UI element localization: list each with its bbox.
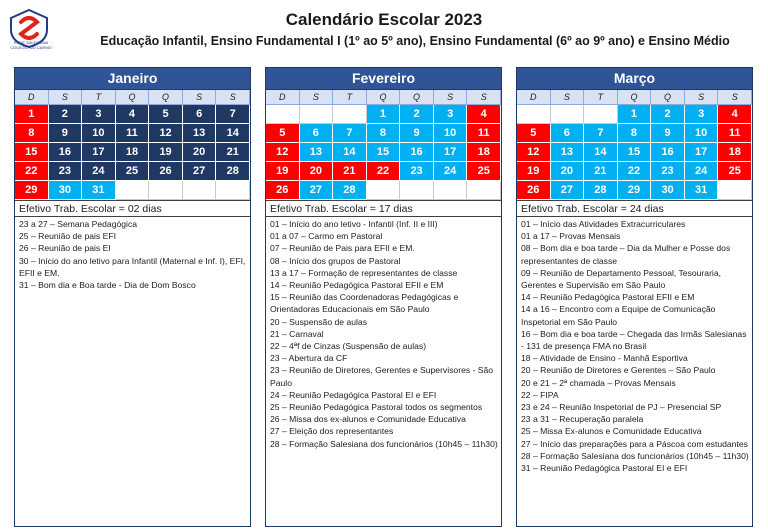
event-item: 21 – Carnaval xyxy=(270,328,324,339)
day-cell: 5 xyxy=(517,124,551,143)
event-item: 23 e 24 – Reunião Inspetorial de PJ – Presencial SP xyxy=(521,402,722,413)
day-cell: 1 xyxy=(618,105,652,124)
day-cell: 16 xyxy=(400,143,434,162)
efetivo-summary: Efetivo Trab. Escolar = 17 dias xyxy=(266,200,501,217)
day-cell: 8 xyxy=(367,124,401,143)
day-cell: 1 xyxy=(367,105,401,124)
day-cell: 21 xyxy=(584,162,618,181)
month-panel-marco xyxy=(516,67,753,527)
month-title: Fevereiro xyxy=(266,68,501,90)
day-cell: 2 xyxy=(400,105,434,124)
day-cell: 11 xyxy=(467,124,501,143)
day-cell: 15 xyxy=(15,143,49,162)
day-cell: 7 xyxy=(216,105,250,124)
days-grid xyxy=(266,105,501,200)
weekday-header xyxy=(15,90,250,105)
event-item: 01 a 07 – Carmo em Pastoral xyxy=(270,231,383,242)
empty-day-cell xyxy=(183,181,217,200)
day-cell: 14 xyxy=(333,143,367,162)
day-cell: 8 xyxy=(618,124,652,143)
empty-day-cell xyxy=(216,181,250,200)
event-item: 27 – Início das preparações para a Páscoa com estudantes xyxy=(521,438,748,449)
event-item: 01 a 17 – Provas Mensais xyxy=(521,231,621,242)
days-grid xyxy=(15,105,250,200)
day-cell: 9 xyxy=(651,124,685,143)
event-item: 14 a 16 – Encontro com a Equipe de Comunicação Inspetorial em São Paulo xyxy=(521,304,716,327)
events-list xyxy=(517,217,752,474)
day-cell: 27 xyxy=(300,181,334,200)
weekday-label: Q xyxy=(400,90,434,105)
event-item: 07 – Reunião de Pais para EFII e EM. xyxy=(270,243,415,254)
weekday-label: S xyxy=(49,90,83,105)
day-cell: 9 xyxy=(49,124,83,143)
event-item: 24 – Reunião Pedagógica Pastoral EI e EFI xyxy=(270,389,437,400)
day-cell: 19 xyxy=(266,162,300,181)
day-cell: 12 xyxy=(149,124,183,143)
day-cell: 26 xyxy=(266,181,300,200)
day-cell: 3 xyxy=(685,105,719,124)
empty-day-cell xyxy=(584,105,618,124)
day-cell: 28 xyxy=(584,181,618,200)
day-cell: 20 xyxy=(300,162,334,181)
day-cell: 24 xyxy=(685,162,719,181)
weekday-label: S xyxy=(183,90,217,105)
day-cell: 4 xyxy=(467,105,501,124)
event-item: 20 – Reunião de Diretores e Gerentes – São Paulo xyxy=(521,365,716,376)
event-item: 25 – Reunião de pais EFI xyxy=(19,231,116,242)
day-cell: 7 xyxy=(584,124,618,143)
event-item: 23 a 27 – Semana Pedagógica xyxy=(19,219,138,229)
empty-day-cell xyxy=(551,105,585,124)
events-list xyxy=(15,217,250,291)
day-cell: 27 xyxy=(183,162,217,181)
weekday-label: D xyxy=(15,90,49,105)
day-cell: 9 xyxy=(400,124,434,143)
day-cell: 20 xyxy=(183,143,217,162)
day-cell: 27 xyxy=(551,181,585,200)
day-cell: 25 xyxy=(116,162,150,181)
event-item: 31 – Bom dia e Boa tarde - Dia de Dom Bosco xyxy=(19,280,196,291)
event-item: 09 – Reunião de Departamento Pessoal, Tesouraria, Gerentes e Supervisão em São Paulo xyxy=(521,267,722,291)
weekday-label: S xyxy=(216,90,250,105)
day-cell: 28 xyxy=(333,181,367,200)
event-item: 22 – 4ªf de Cinzas (Suspensão de aulas) xyxy=(270,341,427,352)
weekday-label: S xyxy=(300,90,334,105)
weekday-label: Q xyxy=(149,90,183,105)
day-cell: 16 xyxy=(49,143,83,162)
day-cell: 23 xyxy=(400,162,434,181)
day-cell: 19 xyxy=(149,143,183,162)
weekday-label: D xyxy=(517,90,551,105)
day-cell: 3 xyxy=(82,105,116,124)
day-cell: 23 xyxy=(49,162,83,181)
month-panel-janeiro xyxy=(14,67,251,527)
day-cell: 21 xyxy=(216,143,250,162)
day-cell: 10 xyxy=(82,124,116,143)
day-cell: 6 xyxy=(551,124,585,143)
events-list xyxy=(266,217,501,450)
day-cell: 4 xyxy=(718,105,752,124)
efetivo-summary: Efetivo Trab. Escolar = 24 dias xyxy=(517,200,752,217)
day-cell: 18 xyxy=(718,143,752,162)
day-cell: 25 xyxy=(467,162,501,181)
weekday-label: S xyxy=(685,90,719,105)
empty-day-cell xyxy=(116,181,150,200)
day-cell: 3 xyxy=(434,105,468,124)
weekday-label: S xyxy=(718,90,752,105)
event-item: 15 – Reunião das Coordenadoras Pedagógicas e Orientadoras Educacionais em São Paulo xyxy=(270,292,459,315)
event-item: 13 a 17 – Formação de representantes de classe xyxy=(270,267,458,278)
event-item: 25 – Missa Ex-alunos e Comunidade Educativa xyxy=(521,426,702,437)
efetivo-summary: Efetivo Trab. Escolar = 02 dias xyxy=(15,200,250,217)
logo-text-school: COLÉGIO DO CARMO xyxy=(10,45,52,50)
day-cell: 24 xyxy=(82,162,116,181)
weekday-label: Q xyxy=(651,90,685,105)
event-item: 26 – Reunião de pais EI xyxy=(19,243,111,254)
logo-text-network: REDE SALESIANA xyxy=(13,40,49,45)
day-cell: 29 xyxy=(15,181,49,200)
day-cell: 10 xyxy=(685,124,719,143)
event-item: 26 – Missa dos ex-alunos e Comunidade Educativa xyxy=(270,414,466,425)
event-item: 08 – Bom dia e boa tarde – Dia da Mulher e Posse dos representantes de classe xyxy=(521,243,731,266)
empty-day-cell xyxy=(434,181,468,200)
day-cell: 21 xyxy=(333,162,367,181)
day-cell: 22 xyxy=(367,162,401,181)
day-cell: 5 xyxy=(266,124,300,143)
day-cell: 14 xyxy=(216,124,250,143)
event-item: 23 – Abertura da CF xyxy=(270,353,348,364)
event-item: 08 – Início dos grupos de Pastoral xyxy=(270,255,401,266)
day-cell: 24 xyxy=(434,162,468,181)
day-cell: 4 xyxy=(116,105,150,124)
event-item: 25 – Reunião Pedagógica Pastoral todos os segmentos xyxy=(270,402,483,413)
day-cell: 26 xyxy=(149,162,183,181)
day-cell: 25 xyxy=(718,162,752,181)
month-panel-fevereiro xyxy=(265,67,502,527)
weekday-label: Q xyxy=(618,90,652,105)
day-cell: 2 xyxy=(651,105,685,124)
day-cell: 28 xyxy=(216,162,250,181)
day-cell: 23 xyxy=(651,162,685,181)
empty-day-cell xyxy=(400,181,434,200)
weekday-label: T xyxy=(82,90,116,105)
empty-day-cell xyxy=(149,181,183,200)
day-cell: 14 xyxy=(584,143,618,162)
day-cell: 8 xyxy=(15,124,49,143)
day-cell: 31 xyxy=(685,181,719,200)
day-cell: 1 xyxy=(15,105,49,124)
event-item: 27 – Eleição dos representantes xyxy=(270,426,394,437)
day-cell: 17 xyxy=(685,143,719,162)
day-cell: 5 xyxy=(149,105,183,124)
day-cell: 20 xyxy=(551,162,585,181)
event-item: 20 – Suspensão de aulas xyxy=(270,316,367,327)
day-cell: 19 xyxy=(517,162,551,181)
logo-caption xyxy=(0,40,62,50)
day-cell: 18 xyxy=(467,143,501,162)
day-cell: 29 xyxy=(618,181,652,200)
empty-day-cell xyxy=(718,181,752,200)
empty-day-cell xyxy=(266,105,300,124)
day-cell: 17 xyxy=(434,143,468,162)
day-cell: 30 xyxy=(651,181,685,200)
event-item: 23 a 31 – Recuperação paralela xyxy=(521,414,644,425)
days-grid xyxy=(517,105,752,200)
weekday-label: S xyxy=(467,90,501,105)
weekday-label: S xyxy=(551,90,585,105)
event-item: 30 – Início do ano letivo para Infantil (Maternal e Inf. I), EFI, EFII e EM. xyxy=(19,255,246,278)
day-cell: 31 xyxy=(82,181,116,200)
empty-day-cell xyxy=(467,181,501,200)
event-item: 20 e 21 – 2ª chamada – Provas Mensais xyxy=(521,377,676,388)
event-item: 28 – Formação Salesiana dos funcionários (10h45 – 11h30) xyxy=(270,438,498,449)
day-cell: 12 xyxy=(517,143,551,162)
event-item: 14 – Reunião Pedagógica Pastoral EFII e EM xyxy=(521,292,695,303)
day-cell: 6 xyxy=(183,105,217,124)
weekday-label: Q xyxy=(367,90,401,105)
event-item: 31 – Reunião Pedagógica Pastoral EI e EFI xyxy=(521,463,688,474)
day-cell: 7 xyxy=(333,124,367,143)
weekday-label: T xyxy=(333,90,367,105)
day-cell: 22 xyxy=(15,162,49,181)
day-cell: 11 xyxy=(718,124,752,143)
day-cell: 16 xyxy=(651,143,685,162)
day-cell: 2 xyxy=(49,105,83,124)
empty-day-cell xyxy=(367,181,401,200)
page-subtitle: Educação Infantil, Ensino Fundamental I (1º ao 5º ano), Ensino Fundamental (6º ao 9º ano) e Ensino Médio xyxy=(100,34,730,48)
event-item: 18 – Atividade de Ensino - Manhã Esportiva xyxy=(521,353,688,364)
empty-day-cell xyxy=(517,105,551,124)
weekday-label: T xyxy=(584,90,618,105)
day-cell: 18 xyxy=(116,143,150,162)
event-item: 28 – Formação Salesiana dos funcionários (10h45 – 11h30) xyxy=(521,450,749,461)
weekday-header xyxy=(517,90,752,105)
day-cell: 11 xyxy=(116,124,150,143)
weekday-label: Q xyxy=(116,90,150,105)
page-title: Calendário Escolar 2023 xyxy=(285,10,483,29)
day-cell: 13 xyxy=(300,143,334,162)
event-item: 23 – Reunião de Diretores, Gerentes e Supervisores - São Paulo xyxy=(270,365,494,388)
day-cell: 26 xyxy=(517,181,551,200)
day-cell: 10 xyxy=(434,124,468,143)
empty-day-cell xyxy=(300,105,334,124)
empty-day-cell xyxy=(333,105,367,124)
day-cell: 15 xyxy=(618,143,652,162)
day-cell: 12 xyxy=(266,143,300,162)
month-title: Março xyxy=(517,68,752,90)
event-item: 01 – Início do ano letivo - Infantil (Inf. II e III) xyxy=(270,219,438,229)
day-cell: 15 xyxy=(367,143,401,162)
day-cell: 13 xyxy=(551,143,585,162)
day-cell: 13 xyxy=(183,124,217,143)
event-item: 01 – Início das Atividades Extracurriculares xyxy=(521,219,686,229)
weekday-label: S xyxy=(434,90,468,105)
day-cell: 6 xyxy=(300,124,334,143)
weekday-header xyxy=(266,90,501,105)
event-item: 22 – FIPA xyxy=(521,389,559,400)
day-cell: 22 xyxy=(618,162,652,181)
day-cell: 30 xyxy=(49,181,83,200)
weekday-label: D xyxy=(266,90,300,105)
day-cell: 17 xyxy=(82,143,116,162)
event-item: 16 – Bom dia e boa tarde – Chegada das Irmãs Salesianas - 131 de presença FMA no Brasil xyxy=(521,328,747,352)
event-item: 14 – Reunião Pedagógica Pastoral EFII e EM xyxy=(270,280,444,291)
month-title: Janeiro xyxy=(15,68,250,90)
